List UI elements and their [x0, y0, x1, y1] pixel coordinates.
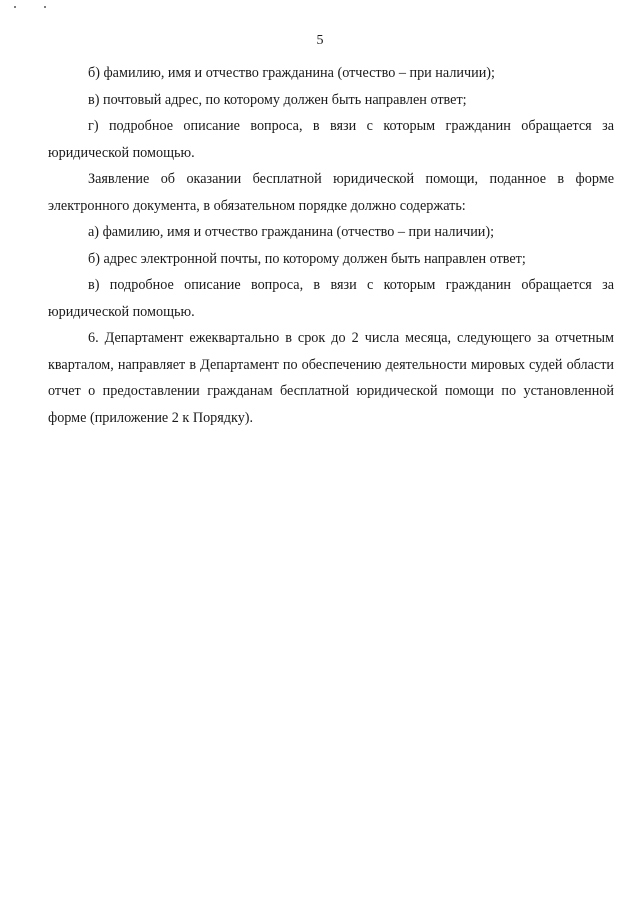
paragraph-b-fio: б) фамилию, имя и отчество гражданина (отчество – при наличии);	[88, 65, 495, 81]
scan-artifact-dot	[44, 6, 46, 8]
paragraph-b-email: б) адрес электронной почты, по которому должен быть направлен ответ;	[88, 250, 526, 267]
page-number: 5	[316, 33, 324, 48]
paragraph-6-quarterly-report: 6. Департамент ежеквартально в срок до 2 числа месяца, следующего за отчетным кварталом, направляет в Департамент по обеспечению деятельности мировых судей области отчет о предоставлении гражданам бесплатной юридической помощи по установленной форме (приложение 2 к Порядку).	[48, 330, 614, 426]
scan-artifact-dot	[14, 6, 16, 8]
paragraph-v-postal-address: в) почтовый адрес, по которому должен быть направлен ответ;	[88, 91, 467, 108]
document-body	[48, 60, 614, 431]
paragraph-g-question-description: г) подробное описание вопроса, в вязи с которым гражданин обращается за юридической помощью.	[48, 118, 614, 161]
paragraph-electronic-application: Заявление об оказании бесплатной юридической помощи, поданное в форме электронного документа, в обязательном порядке должно содержать:	[48, 171, 614, 214]
paragraph-v-question-description: в) подробное описание вопроса, в вязи с которым гражданин обращается за юридической помощью.	[48, 277, 614, 320]
paragraph-a-fio: а) фамилию, имя и отчество гражданина (отчество – при наличии);	[88, 224, 495, 240]
